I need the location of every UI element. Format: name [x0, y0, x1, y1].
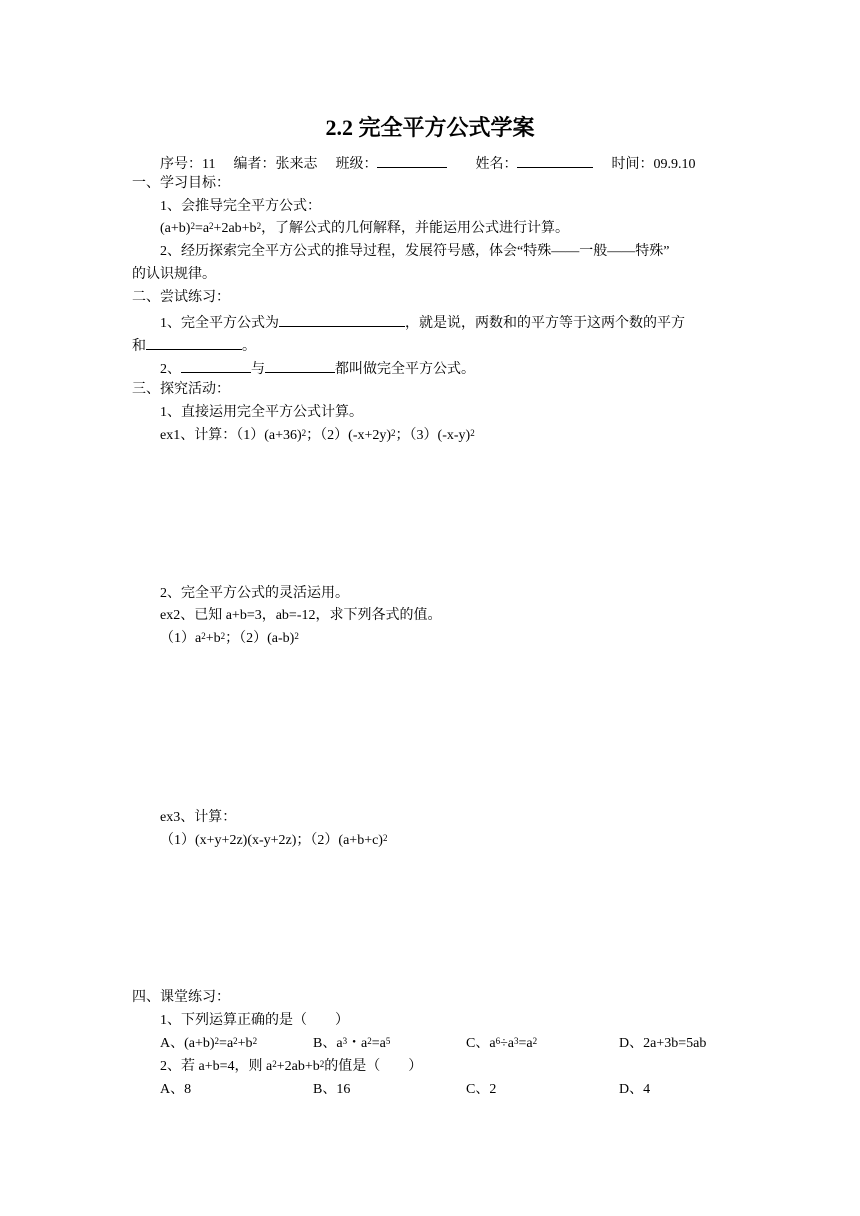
objective-2-cont: 的认识规律。	[132, 267, 216, 282]
sum-blank[interactable]	[146, 334, 242, 350]
objective-1: 1、会推导完全平方公式：	[160, 199, 321, 214]
exercise-q2-options	[160, 1080, 772, 1100]
exercise-q1-options	[160, 1034, 772, 1054]
example-2-questions: $(1)a^2+b^2$；$(2)(a-b)^2$	[160, 631, 299, 646]
option-b[interactable]: B、$a^3$・$a^2=a^5$	[313, 1036, 391, 1051]
name-label: 姓名：	[475, 157, 518, 172]
header-info	[160, 152, 695, 175]
class-label: 班级：	[335, 157, 378, 172]
date: 时间：09.9.10	[611, 157, 696, 172]
section2-heading: 二、尝试练习：	[132, 290, 230, 305]
objective-2: 2、经历探索完全平方公式的推导过程，发展符号感，体会“特殊——一般——特殊”	[160, 244, 670, 259]
class-blank[interactable]	[377, 152, 447, 168]
activity-2: 2、完全平方公式的灵活运用。	[160, 586, 349, 601]
option-d[interactable]: D、2a+3b=5ab	[619, 1036, 707, 1051]
option-a[interactable]: A、8	[160, 1082, 192, 1097]
formula-blank[interactable]	[279, 311, 405, 327]
formula-blank-2[interactable]	[265, 357, 335, 373]
serial-number: 序号：11	[160, 157, 216, 172]
section1-heading: 一、学习目标：	[132, 176, 230, 191]
example-1: ex1、计算：$(1)(a+36)^2$；$(2)(-x+2y)^2$；$(3)(-x-y)^2$	[160, 428, 475, 443]
option-b[interactable]: B、16	[313, 1082, 351, 1097]
example-3: ex3、计算：	[160, 810, 237, 825]
section4-heading: 四、课堂练习：	[132, 990, 230, 1005]
exercise-q1: 1、下列运算正确的是（ ）	[160, 1013, 349, 1028]
activity-1: 1、直接运用完全平方公式计算。	[160, 405, 363, 420]
page-title: 2.2 完全平方公式学案	[325, 115, 535, 140]
formula-blank-1[interactable]	[181, 357, 251, 373]
section3-heading: 三、探究活动：	[132, 382, 230, 397]
practice-q1-cont: 和 。	[132, 334, 256, 357]
option-d[interactable]: D、4	[619, 1082, 651, 1097]
practice-q1: 1、完全平方公式为 ，就是说，两数和的平方等于这两个数的平方	[160, 311, 685, 334]
practice-q2: 2、 与 都叫做完全平方公式。	[160, 357, 475, 380]
option-c[interactable]: C、$a^6\div a^3=a^2$	[466, 1036, 538, 1051]
example-2: ex2、已知 a+b=3，ab=-12，求下列各式的值。	[160, 608, 442, 623]
name-blank[interactable]	[517, 152, 593, 168]
exercise-q2: 2、若 a+b=4，则 $a^2+2ab+b^2$的值是（ ）	[160, 1059, 423, 1074]
example-3-questions: （1）(x+y+2z)(x-y+2z)；$(2)(a+b+c)^2$	[160, 833, 388, 848]
formula-line: $(a+b)^2=a^2+2ab+b^2$，了解公式的几何解释，并能运用公式进行计算。	[160, 221, 570, 236]
editor: 编者：张来志	[233, 157, 318, 172]
option-a[interactable]: A、$(a+b)^2=a^2+b^2$	[160, 1036, 258, 1051]
option-c[interactable]: C、2	[466, 1082, 497, 1097]
